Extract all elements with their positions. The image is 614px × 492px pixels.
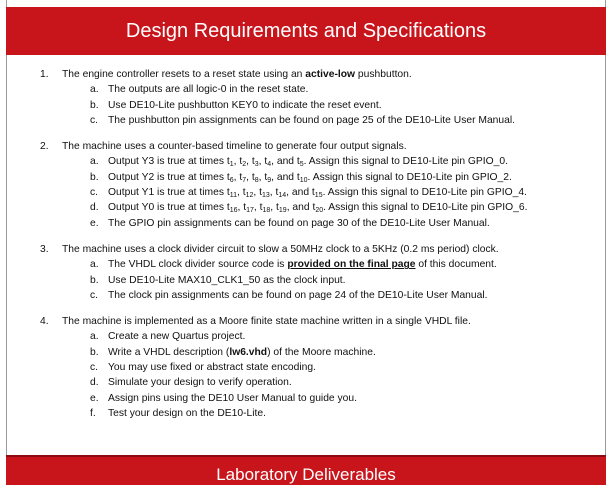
list-item <box>40 139 600 231</box>
sub-letter: b. <box>90 346 99 358</box>
sub-item-text: Test your design on the DE10-Lite. <box>108 407 266 419</box>
sub-item-text: Output Y3 is true at times $t_1$, $t_2$, $t_3$, $t_4$, and $t_5$. Assign this signal to DE10-Lite pin GPIO_0. <box>108 156 508 169</box>
final-page-reference: provided on the final page <box>287 259 416 271</box>
sub-letter: a. <box>90 84 99 96</box>
list-item <box>40 314 600 421</box>
item-number: 3. <box>40 243 49 255</box>
sub-letter: b. <box>90 274 99 286</box>
sub-letter: b. <box>90 171 99 183</box>
list-item <box>40 67 600 128</box>
sub-item-text: The pushbutton pin assignments can be found on page 25 of the DE10-Lite User Manual. <box>108 114 515 126</box>
item-text: The engine controller resets to a reset state using an active-low pushbutton. <box>62 69 412 80</box>
sub-item-text: The outputs are all logic-0 in the reset state. <box>108 84 309 96</box>
section-header: Design Requirements and Specifications <box>6 7 606 55</box>
sub-item-text: Use DE10-Lite pushbutton KEY0 to indicate the reset event. <box>108 99 382 111</box>
sub-letter: a. <box>90 156 99 168</box>
sub-letter: c. <box>90 187 99 199</box>
sub-letter: a. <box>90 331 99 343</box>
sub-item-text: Use DE10-Lite MAX10_CLK1_50 as the clock input. <box>108 274 346 286</box>
next-section-header: Laboratory Deliverables <box>6 455 606 485</box>
sub-letter: d. <box>90 377 99 389</box>
sub-item-text: Write a VHDL description (lw6.vhd) of the Moore machine. <box>108 346 376 358</box>
sub-item-text: The clock pin assignments can be found on page 24 of the DE10-Lite User Manual. <box>108 289 488 301</box>
sub-item-text: Assign pins using the DE10 User Manual to guide you. <box>108 392 357 404</box>
item-text: The machine uses a counter-based timeline to generate four output signals. <box>62 141 407 153</box>
sub-item-text: The GPIO pin assignments can be found on page 30 of the DE10-Lite User Manual. <box>108 217 490 229</box>
sub-letter: c. <box>90 289 99 301</box>
sub-item-text: Simulate your design to verify operation. <box>108 377 292 389</box>
item-number: 4. <box>40 316 49 328</box>
sub-item-text: Output Y1 is true at times $t_{11}$, $t_{12}$, $t_{13}$, $t_{14}$, and $t_{15}$. Assign this signal to DE10-Lite pin GPIO_4. <box>108 187 527 200</box>
item-text: The machine uses a clock divider circuit to slow a 50MHz clock to a 5KHz (0.2 ms period) clock. <box>62 243 499 255</box>
sub-letter: f. <box>90 407 96 419</box>
item-text: The machine is implemented as a Moore finite state machine written in a single VHDL file. <box>62 316 471 328</box>
item-number: 1. <box>40 69 49 80</box>
list-item <box>40 242 600 303</box>
sub-item-text: The VHDL clock divider source code is provided on the final page of this document. <box>108 259 497 271</box>
sub-item-text: Create a new Quartus project. <box>108 331 246 343</box>
sub-letter: a. <box>90 259 99 271</box>
sub-item-text: Output Y0 is true at times $t_{16}$, $t_{17}$, $t_{18}$, $t_{19}$, and $t_{20}$. Assign this signal to DE10-Lite pin GPIO_6. <box>108 202 528 215</box>
sub-item-text: You may use fixed or abstract state encoding. <box>108 362 316 374</box>
item-number: 2. <box>40 141 49 153</box>
requirements-list <box>40 67 600 432</box>
sub-letter: e. <box>90 217 99 229</box>
sub-letter: c. <box>90 362 99 374</box>
sub-letter: d. <box>90 202 99 214</box>
sub-letter: c. <box>90 114 99 126</box>
sub-letter: e. <box>90 392 99 404</box>
sub-item-text: Output Y2 is true at times $t_6$, $t_7$, $t_8$, $t_9$, and $t_{10}$. Assign this signal to DE10-Lite pin GPIO_2. <box>108 171 512 184</box>
sub-letter: b. <box>90 99 99 111</box>
